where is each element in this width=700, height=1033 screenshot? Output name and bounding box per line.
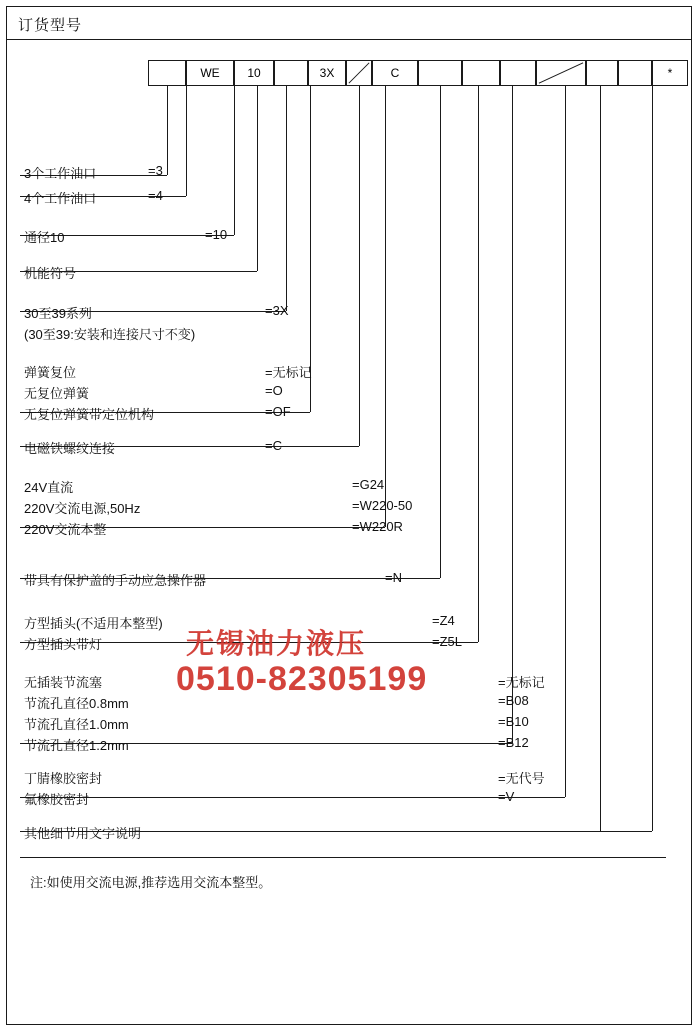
leader-line-4: [286, 86, 287, 311]
option-value-11: =W220-50: [352, 498, 413, 513]
leader-line-8: [440, 86, 441, 578]
option-value-16: =无标记: [498, 675, 545, 690]
option-value-19: =B12: [498, 735, 529, 750]
leader-line-2: [234, 86, 235, 235]
leader-line-13: [652, 86, 653, 831]
option-value-7: =O: [265, 383, 283, 398]
code-cell-6: [372, 60, 418, 86]
watermark-phone: 0510-82305199: [176, 660, 428, 698]
watermark-company: 无锡油力液压: [186, 628, 367, 659]
code-cell-12: [618, 60, 652, 86]
leader-line-0: [167, 86, 168, 175]
code-cell-2: [234, 60, 274, 86]
leader-line-12: [600, 86, 601, 831]
option-value-0: =3: [148, 163, 163, 178]
leader-line-6: [359, 86, 360, 446]
code-cell-8: [462, 60, 500, 86]
slash-icon: [347, 61, 371, 85]
option-label-10: 24V直流: [24, 480, 74, 495]
option-label-0: 3个工作油口: [24, 166, 97, 181]
option-label-2: 通径10: [24, 230, 65, 245]
option-value-13: =N: [385, 570, 402, 585]
option-value-9: =C: [265, 438, 282, 453]
option-label-3: 机能符号: [24, 266, 77, 281]
leader-line-11: [565, 86, 566, 797]
option-label-6: 弹簧复位: [24, 365, 77, 380]
option-label-17: 节流孔直径0.8mm: [24, 696, 129, 711]
option-label-13: 带具有保护盖的手动应急操作器: [24, 573, 207, 588]
footer-note: 注:如使用交流电源,推荐选用交流本整型。: [30, 875, 272, 890]
option-value-2: =10: [205, 227, 228, 242]
code-cell-text-4: 3X: [319, 66, 335, 80]
option-label-16: 无插装节流塞: [24, 675, 103, 690]
option-label-1: 4个工作油口: [24, 191, 97, 206]
slash-icon: [537, 61, 585, 85]
option-value-21: =V: [498, 789, 515, 804]
option-value-15: =Z5L: [432, 634, 462, 649]
option-value-12: =W220R: [352, 519, 403, 534]
leader-line-3: [257, 86, 258, 271]
option-value-20: =无代号: [498, 771, 545, 786]
code-cell-11: [586, 60, 618, 86]
option-label-22: 其他细节用文字说明: [24, 826, 142, 841]
code-cell-9: [500, 60, 536, 86]
code-cell-13: [652, 60, 688, 86]
option-label-21: 氟橡胶密封: [24, 792, 90, 807]
option-label-14: 方型插头(不适用本整型): [24, 616, 163, 631]
code-cell-3: [274, 60, 308, 86]
code-cell-7: [418, 60, 462, 86]
option-value-1: =4: [148, 188, 163, 203]
code-cell-1: [186, 60, 234, 86]
option-value-6: =无标记: [265, 365, 312, 380]
option-value-14: =Z4: [432, 613, 455, 628]
option-label-8: 无复位弹簧带定位机构: [24, 407, 155, 422]
code-cell-text-1: WE: [200, 66, 220, 80]
code-cell-text-6: C: [390, 66, 400, 80]
option-label-5: (30至39:安装和连接尺寸不变): [24, 327, 196, 342]
option-value-4: =3X: [265, 303, 289, 318]
title-bar: [6, 6, 692, 40]
option-value-8: =OF: [265, 404, 291, 419]
option-label-11: 220V交流电源,50Hz: [24, 501, 141, 516]
option-value-10: =G24: [352, 477, 385, 492]
code-cell-text-2: 10: [247, 66, 261, 80]
option-label-18: 节流孔直径1.0mm: [24, 717, 129, 732]
option-label-9: 电磁铁螺纹连接: [24, 441, 116, 456]
code-cell-4: [308, 60, 346, 86]
option-label-15: 方型插头带灯: [24, 637, 103, 652]
leader-line-9: [478, 86, 479, 642]
leader-line-10: [512, 86, 513, 743]
option-label-20: 丁腈橡胶密封: [24, 771, 103, 786]
option-value-18: =B10: [498, 714, 529, 729]
code-cell-10: [536, 60, 586, 86]
code-cell-5: [346, 60, 372, 86]
code-cell-text-13: *: [667, 66, 673, 80]
footer-divider: [20, 857, 666, 858]
leader-line-1: [186, 86, 187, 196]
code-cell-0: [148, 60, 186, 86]
option-label-19: 节流孔直径1.2mm: [24, 738, 129, 753]
option-label-12: 220V交流本整: [24, 522, 107, 537]
option-label-4: 30至39系列: [24, 306, 92, 321]
leader-line-7: [385, 86, 386, 527]
model-code-boxes: [148, 60, 688, 86]
leader-underline-11: [20, 797, 565, 798]
option-value-17: =B08: [498, 693, 529, 708]
page-title: 订货型号: [18, 17, 83, 34]
option-label-7: 无复位弹簧: [24, 386, 90, 401]
